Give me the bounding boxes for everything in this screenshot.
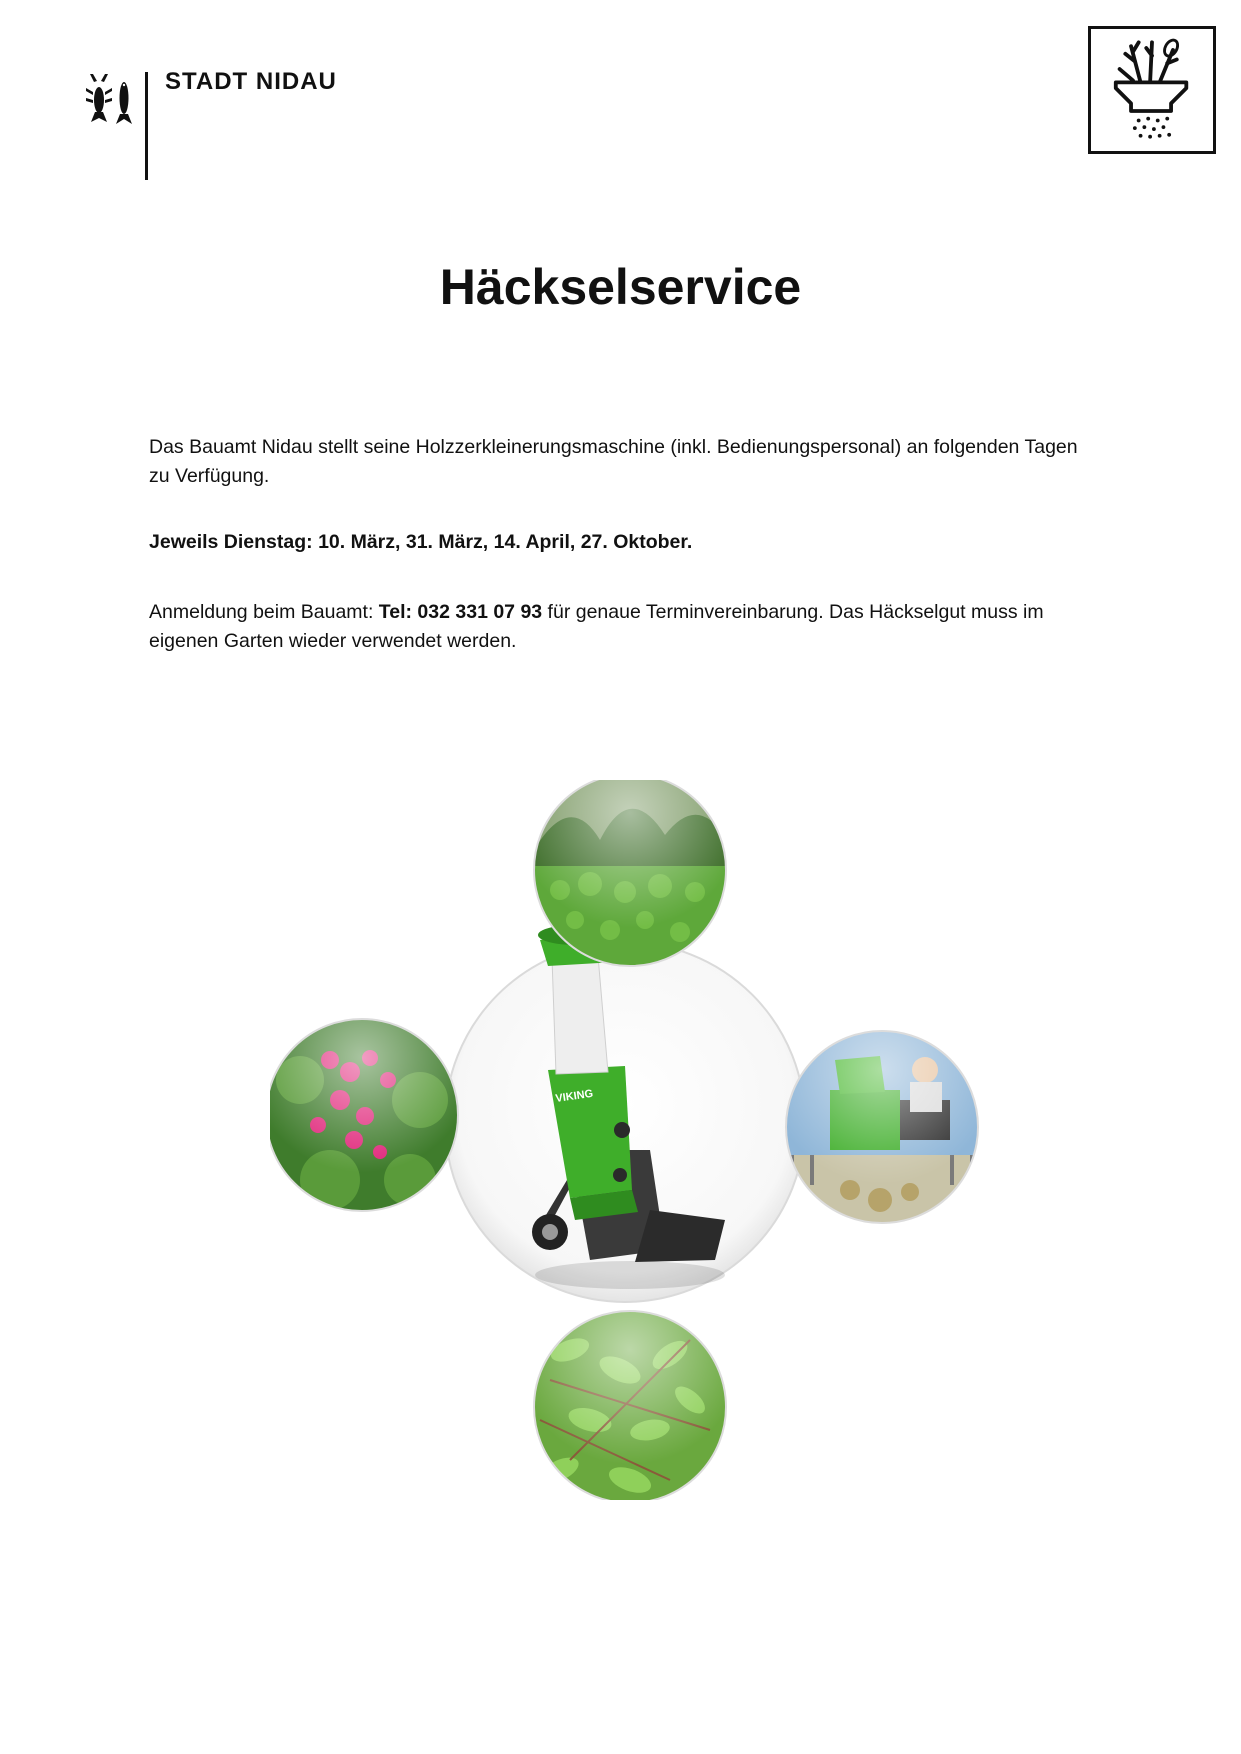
header-divider	[145, 72, 148, 180]
city-name: STADT NIDAU	[165, 68, 337, 95]
nidau-crest-icon	[84, 72, 136, 128]
registration-paragraph	[149, 598, 1099, 656]
machine-brand-label: VIKING	[554, 1087, 594, 1105]
intro-paragraph: Das Bauamt Nidau stellt seine Holzzerkleinerungsmaschine (inkl. Bedienungspersonal) an folgenden Tagen zu Verfügung.	[149, 436, 1078, 487]
registration-phone: Tel: 032 331 07 93	[378, 601, 543, 623]
registration-prefix: Anmeldung beim Bauamt:	[149, 601, 379, 623]
shredder-icon	[1088, 26, 1216, 154]
shredder-illustration	[270, 780, 1010, 1500]
registration-suffix: für genaue Terminvereinbarung. Das Häckselgut muss im eigenen Garten wieder verwendet werden.	[149, 601, 1044, 652]
dates-paragraph: Jeweils Dienstag: 10. März, 31. März, 14. April, 27. Oktober.	[149, 531, 693, 553]
flowering-shrub-photo	[270, 1015, 460, 1215]
page-title: Häckselservice	[439, 259, 802, 315]
shredder-in-use-photo	[780, 1025, 990, 1235]
green-clippings-photo	[530, 1305, 730, 1500]
